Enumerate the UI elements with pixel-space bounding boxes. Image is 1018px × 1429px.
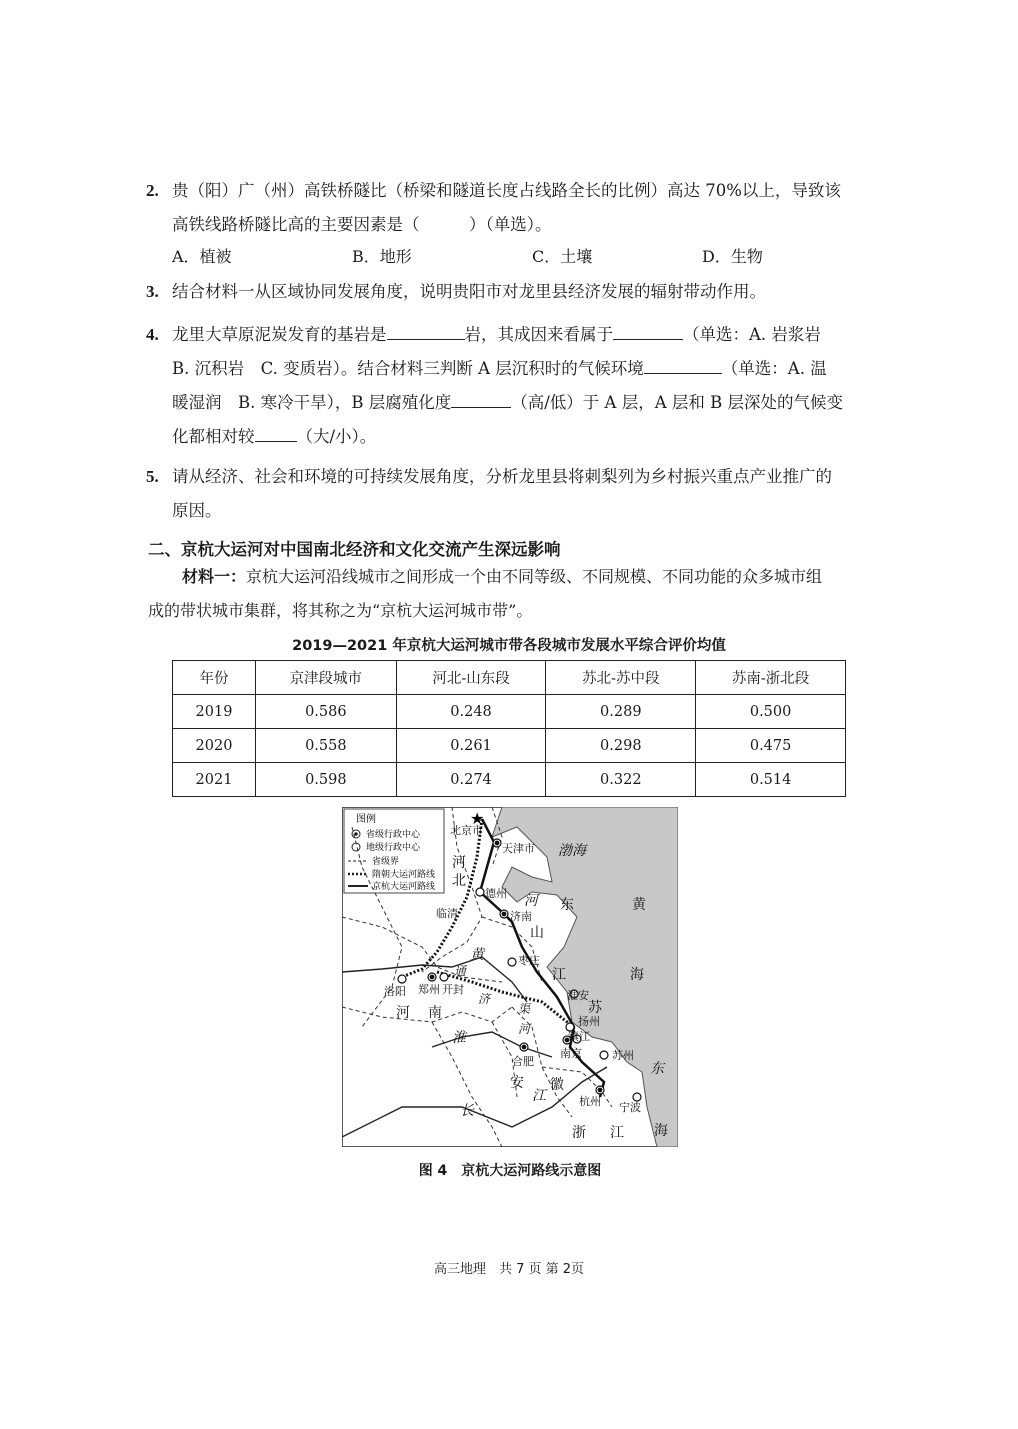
table-cell: 0.261	[396, 729, 546, 763]
q4-text: （大/小）。	[296, 427, 377, 446]
table-cell: 0.274	[396, 763, 546, 797]
table-cell: 0.475	[696, 729, 846, 763]
legend-item: 隋朝大运河路线	[372, 870, 436, 880]
region-label: 东	[560, 897, 574, 913]
legend-item: 京杭大运河路线	[372, 882, 436, 892]
region-label: 山	[530, 925, 544, 941]
region-label: 北	[452, 873, 466, 889]
sea-label: 海	[654, 1123, 668, 1139]
city-label: 郑州	[418, 983, 440, 996]
table-cell: 0.586	[256, 695, 397, 729]
city-label: 枣庄	[518, 954, 540, 967]
table-cell: 0.514	[696, 763, 846, 797]
table-cell: 0.598	[256, 763, 397, 797]
city-label: 淮安	[567, 989, 589, 1002]
q4-text: （单选：A. 温	[721, 359, 827, 378]
city-label: 临清	[436, 907, 458, 920]
question-3	[148, 275, 878, 309]
question-number: 4.	[146, 325, 159, 344]
question-text: 结合材料一从区域协同发展角度，说明贵阳市对龙里县经济发展的辐射带动作用。	[172, 282, 766, 301]
canal-label: 河	[518, 1022, 531, 1036]
question-text-line1: 贵（阳）广（州）高铁桥隧比（桥梁和隧道长度占线路全长的比例）高达 70%以上，导致该	[172, 181, 841, 200]
table-header: 苏南-浙北段	[696, 661, 846, 695]
question-text-line2: 原因。	[172, 501, 222, 520]
region-label: 苏	[588, 1000, 602, 1016]
question-number: 5.	[146, 467, 159, 486]
answer-blank-5[interactable]	[255, 421, 297, 442]
page-footer: 高三地理 共 7 页 第 2页	[433, 1262, 585, 1277]
table-header: 河北-山东段	[396, 661, 546, 695]
question-number: 2.	[146, 181, 159, 200]
table-cell: 0.558	[256, 729, 397, 763]
answer-blank-4[interactable]	[451, 387, 511, 408]
option-c[interactable]: C．土壤	[532, 247, 593, 266]
q4-line2	[148, 352, 878, 386]
answer-blank-2[interactable]	[613, 319, 683, 340]
sea-label: 东	[650, 1061, 664, 1077]
data-table	[172, 660, 846, 797]
option-a[interactable]: A．植被	[172, 247, 232, 266]
q4-text: B. 沉积岩 C. 变质岩）。结合材料三判断 A 层沉积时的气候环境	[172, 359, 644, 378]
canal-label: 渠	[518, 1002, 531, 1016]
river-label: 河	[524, 893, 538, 909]
beijing-star-icon: ★	[470, 809, 485, 828]
city-label: 苏州	[612, 1049, 634, 1062]
question-text-line2: 高铁线路桥隧比高的主要因素是（ ）（单选）。	[172, 215, 552, 234]
table-cell: 0.298	[546, 729, 696, 763]
region-label: 浙	[572, 1125, 586, 1141]
q4-text: 暖湿润 B. 寒冷干旱），B 层腐殖化度	[172, 393, 452, 412]
q4-line1	[148, 318, 878, 352]
table-cell: 0.289	[546, 695, 696, 729]
q4-text: 化都相对较	[172, 427, 255, 446]
question-5	[148, 460, 878, 528]
legend-item: 地级行政中心	[366, 843, 421, 853]
table-cell: 2020	[173, 729, 256, 763]
region-label: 河	[396, 1005, 410, 1021]
legend-title: 图例	[356, 814, 376, 825]
provincial-capital-icon	[354, 832, 358, 836]
city-label: 镇江	[568, 1030, 590, 1043]
option-b[interactable]: B．地形	[352, 247, 412, 266]
legend-item: 省级行政中心	[366, 830, 421, 840]
canal-label: 济	[478, 992, 491, 1006]
region-label: 徽	[550, 1077, 564, 1093]
figure-caption: 图 4 京杭大运河路线示意图	[418, 1163, 602, 1179]
material-label: 材料一：	[182, 567, 247, 586]
sea-label: 黄	[632, 897, 646, 913]
question-text-line1: 请从经济、社会和环境的可持续发展角度，分析龙里县将刺梨列为乡村振兴重点产业推广的	[172, 467, 832, 486]
canal-label: 通	[454, 964, 467, 978]
material-text: 京杭大运河沿线城市之间形成一个由不同等级、不同规模、不同功能的众多城市组	[246, 567, 823, 586]
table-header-row	[173, 661, 846, 695]
sea-label: 海	[630, 967, 644, 983]
river-label: 黄	[470, 947, 484, 963]
city-label: 杭州	[579, 1095, 601, 1108]
answer-blank-1[interactable]	[387, 319, 465, 340]
city-label: 北京市	[450, 824, 483, 837]
question-number: 3.	[146, 282, 159, 301]
city-label: 宁波	[619, 1101, 641, 1114]
river-label: 淮	[452, 1030, 466, 1046]
river-label: 江	[532, 1088, 546, 1104]
table-row	[173, 729, 846, 763]
q4-line4	[148, 420, 878, 454]
material-one	[148, 560, 878, 628]
q4-text: 岩，其成因来看属于	[464, 325, 613, 344]
q4-text: 龙里大草原泥炭发育的基岩是	[172, 325, 387, 344]
legend-item: 省级界	[372, 857, 400, 867]
city-label: 济南	[510, 910, 532, 923]
city-label: 合肥	[512, 1055, 534, 1068]
question-4	[148, 318, 878, 454]
table-cell: 2019	[173, 695, 256, 729]
q2-options	[172, 244, 763, 267]
material-text-2: 成的带状城市集群，将其称之为“京杭大运河城市带”。	[148, 601, 533, 620]
region-label: 河	[452, 855, 466, 871]
region-label: 江	[610, 1125, 624, 1141]
option-d[interactable]: D．生物	[702, 247, 763, 266]
city-label: 扬州	[578, 1015, 600, 1028]
section-title: 二、京杭大运河对中国南北经济和文化交流产生深远影响	[148, 540, 561, 559]
table-row	[173, 695, 846, 729]
city-label: 洛阳	[384, 985, 406, 998]
table-header: 年份	[173, 661, 256, 695]
q4-text: （高/低）于 A 层，A 层和 B 层深处的气候变	[511, 393, 843, 412]
q4-text: （单选：A. 岩浆岩	[683, 325, 821, 344]
table-row	[173, 763, 846, 797]
table-header: 苏北-苏中段	[546, 661, 696, 695]
region-label: 江	[552, 967, 566, 983]
table-caption: 2019—2021 年京杭大运河城市带各段城市发展水平综合评价均值	[292, 638, 726, 654]
sea-label: 渤海	[558, 843, 586, 859]
region-label: 安	[510, 1075, 524, 1091]
city-label: 德州	[485, 887, 507, 900]
table-header: 京津段城市	[256, 661, 397, 695]
canal-route-map	[342, 807, 678, 1147]
region-label: 南	[428, 1005, 442, 1021]
question-2	[148, 174, 878, 242]
table-cell: 2021	[173, 763, 256, 797]
table-cell: 0.322	[546, 763, 696, 797]
table-cell: 0.248	[396, 695, 546, 729]
city-label: 开封	[442, 983, 464, 996]
river-label: 长	[460, 1103, 474, 1119]
answer-blank-3[interactable]	[644, 353, 722, 374]
city-label: 南京	[560, 1047, 582, 1060]
q4-line3	[148, 386, 878, 420]
table-cell: 0.500	[696, 695, 846, 729]
city-label: 天津市	[502, 842, 535, 855]
